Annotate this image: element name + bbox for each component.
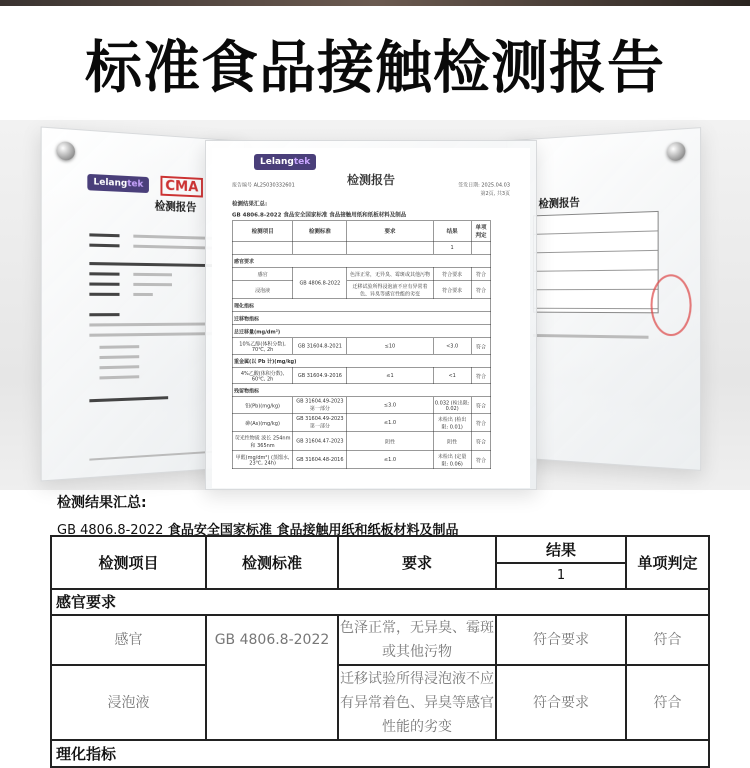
results-table <box>50 535 710 768</box>
report-number: 报告编号 AL25030332601 <box>232 182 295 188</box>
header-item: 检测项目 <box>51 536 206 589</box>
lelangtek-logo: Lelangtek <box>254 154 316 170</box>
header-requirement: 要求 <box>338 536 496 589</box>
table-row: 浸泡液 迁移试验所得浸泡液不应有异常着色、异臭等感官性能的劣变 符合要求 符合 <box>51 665 709 740</box>
header-result-sample: 1 <box>496 563 626 589</box>
report-showcase <box>0 120 750 490</box>
page-indicator: 第2页, 共3页 <box>480 191 510 197</box>
mid-doc-heading: 检测报告 <box>347 173 395 187</box>
mid-results-table: 检测项目 检测标准 要求 结果 单项判定 1 感官要求 感官 GB 4806.8-2022 色泽正常，无异臭、霉斑或其他污物 符合要求 符合 浸泡液 迁移试验所得浸泡液不应有异常着色、异臭等感官性能的劣变 符合要求 符合 理化指标 迁移物指标 总迁移量(mg/dm²) 10%乙醇(体积分数), 70℃, 2h GB 31604.8-2021 ≤10 <3.0 符合 重金属(以 Pb 计)(mg/kg) 4%乙酸(体积分数), 60℃, 2h GB 31604.9-2016 ≤1 <1 符合 残留物指标 铅(Pb)(mg/kg) GB 31604.49-2023 第一部分 ≤3.0 0.032 (检出限: 0.02) 符合 砷(As)(mg/kg) GB 31604.49-2023 第一部分 ≤1.0 未检出 (检出限: 0.01) 符合 荧光性物质 波长 254nm 和 365nm GB 31604.47-2023 阴性 阴性 符合 甲醛(mg/dm²) (蒸馏水, 23℃, 24h) GB 31604.48-2016 ≤1.0 未检出 (定量限: 0.06) 符合 <box>232 221 491 470</box>
header-judgement: 单项判定 <box>626 536 709 589</box>
mid-standard-line: GB 4806.8-2022 食品安全国家标准 食品接触用纸和纸板材料及制品 <box>232 211 407 218</box>
cma-logo: CMA <box>161 176 203 198</box>
left-doc-heading: 检测报告 <box>154 199 197 214</box>
header-result: 结果 <box>496 536 626 563</box>
screw-icon <box>56 141 75 161</box>
mid-summary-label: 检测结果汇总: <box>232 200 268 207</box>
section-sensory: 感官要求 <box>51 589 709 615</box>
issue-date: 签发日期: 2025.04.03 <box>458 182 510 188</box>
header-standard: 检测标准 <box>206 536 338 589</box>
section-physicochemical: 理化指标 <box>51 740 709 767</box>
right-doc-heading: 检测报告 <box>538 195 580 211</box>
top-banner-strip <box>0 0 750 6</box>
lelangtek-logo: Lelangtek <box>87 174 149 193</box>
standard-line: GB 4806.8-2022 食品安全国家标准 食品接触用纸和纸板材料及制品 <box>57 523 459 538</box>
table-row: 感官 GB 4806.8-2022 色泽正常，无异臭、霉斑或其他污物 符合要求 符合 <box>51 615 709 665</box>
summary-heading: 检测结果汇总: <box>57 495 147 511</box>
screw-icon <box>667 142 686 162</box>
page-title: 标准食品接触检测报告 <box>85 35 665 101</box>
center-report-document <box>212 148 530 488</box>
